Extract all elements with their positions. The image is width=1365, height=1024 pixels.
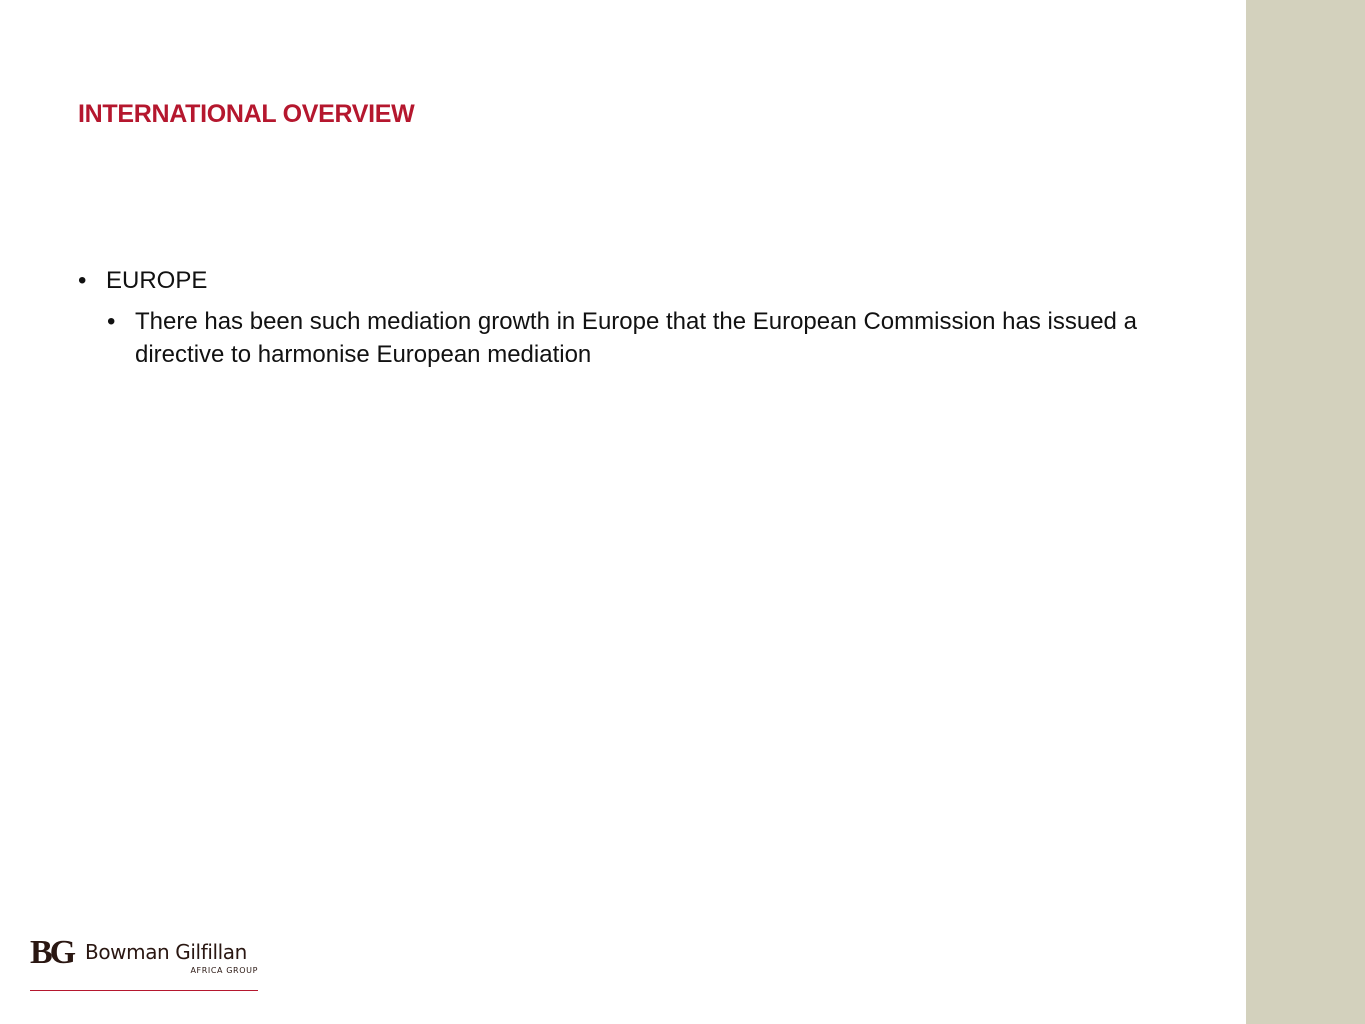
slide-title: INTERNATIONAL OVERVIEW [78,100,415,128]
side-band [1246,0,1365,1024]
company-logo [30,936,258,992]
sub-bullet-icon: • [107,308,116,335]
logo-subtitle: AFRICA GROUP [190,966,258,975]
bullet-item-europe [78,265,1188,297]
bullet-text: EUROPE [106,267,208,294]
logo-underline [30,990,258,991]
sub-bullet-item [107,305,1175,371]
sub-bullet-text: There has been such mediation growth in Europe that the European Commission has issued a directive to harmonise European mediation [135,308,1137,368]
logo-name: Bowman Gilfillan [85,940,247,964]
bullet-list [78,265,1188,371]
bullet-icon: • [78,267,87,294]
logo-mark: BG [30,934,74,971]
